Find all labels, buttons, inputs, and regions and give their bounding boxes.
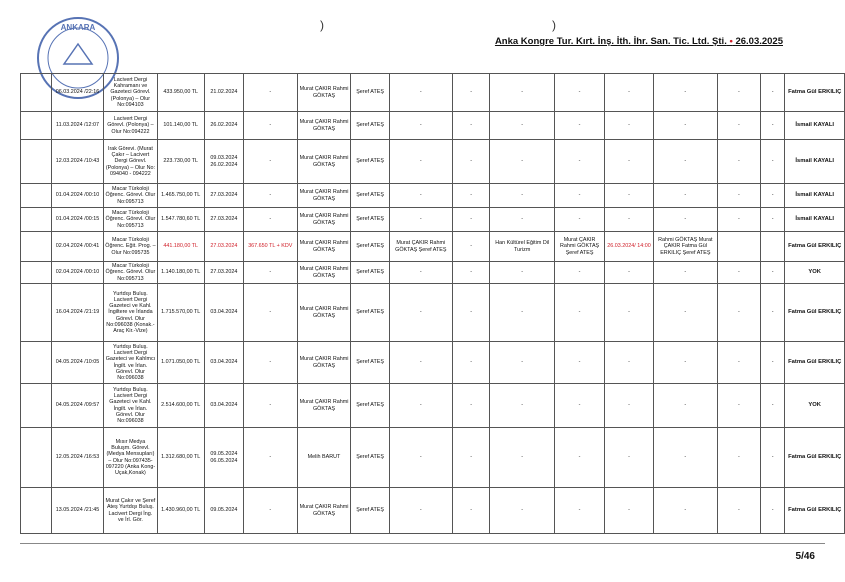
cell-approval: 03.04.2024: [204, 384, 243, 428]
cell-c8: -: [389, 112, 452, 140]
cell-amount: 433.950,00 TL: [157, 74, 204, 112]
cell-kdv: -: [243, 74, 297, 112]
cell-approval: 09.05.2024: [204, 488, 243, 534]
cell-c13: Rahmi GÖKTAŞ Murat ÇAKIR Fatma Gül ERKILIÇ Şeref ATEŞ: [653, 232, 717, 262]
cell-c15: -: [760, 208, 785, 232]
cell-c11: -: [555, 428, 605, 488]
company-name: Anka Kongre Tur. Kırt. İnş. İth. İhr. San. Tic. Ltd. Şti.: [494, 36, 727, 47]
cell-c8: -: [389, 384, 452, 428]
cell-amount: 2.514.600,00 TL: [157, 384, 204, 428]
cell-responsible-final: İsmail KAYALI: [785, 140, 845, 184]
cell-c14: -: [717, 262, 760, 284]
cell-staff: Murat ÇAKIR Rahmi GÖKTAŞ: [297, 140, 351, 184]
cell-resp: Şeref ATEŞ: [351, 284, 389, 342]
cell-c14: [717, 232, 760, 262]
cell-c9: -: [452, 284, 490, 342]
cell-kdv: -: [243, 428, 297, 488]
cell-c13: -: [653, 74, 717, 112]
cell-c8: -: [389, 488, 452, 534]
cell-amount: 1.140.180,00 TL: [157, 262, 204, 284]
cell-c10: -: [490, 184, 555, 208]
cell-resp: Şeref ATEŞ: [351, 262, 389, 284]
cell-approval: 26.02.2024: [204, 112, 243, 140]
cell-c11: -: [555, 384, 605, 428]
cell-amount: 1.312.680,00 TL: [157, 428, 204, 488]
cell-c10: -: [490, 342, 555, 384]
cell-c13: -: [653, 262, 717, 284]
cell-desc: Lacivert Dergi Görevl. (Polonya) – Olur No:094222: [104, 112, 158, 140]
cell-responsible-final: Fatma Gül ERKILIÇ: [785, 342, 845, 384]
cell-c15: -: [760, 262, 785, 284]
cell-c9: -: [452, 384, 490, 428]
cell-date: 12.03.2024 /10:43: [51, 140, 103, 184]
cell-c12: -: [605, 140, 654, 184]
cell-c12: -: [605, 74, 654, 112]
cell-c11: -: [555, 208, 605, 232]
cell-c15: -: [760, 488, 785, 534]
table-row: [21, 208, 845, 232]
cell-c10: Han Kültürel Eğitim Dil Turizm: [490, 232, 555, 262]
header-date: 26.03.2025: [735, 36, 783, 47]
row-index-cell: [21, 488, 52, 534]
cell-resp: Şeref ATEŞ: [351, 232, 389, 262]
cell-c14: -: [717, 112, 760, 140]
cell-c10: -: [490, 384, 555, 428]
cell-c13: -: [653, 284, 717, 342]
cell-c9: -: [452, 140, 490, 184]
cell-c14: -: [717, 208, 760, 232]
cell-c9: -: [452, 232, 490, 262]
cell-c14: -: [717, 74, 760, 112]
table-row: [21, 112, 845, 140]
cell-resp: Şeref ATEŞ: [351, 488, 389, 534]
cell-resp: Şeref ATEŞ: [351, 428, 389, 488]
cell-date: 02.04.2024 /00:10: [51, 262, 103, 284]
cell-desc: Lacivert Dergi Kahramanı ve Gazeteci Görevl. (Polonya) – Olur No:094103: [104, 74, 158, 112]
cell-c10: -: [490, 284, 555, 342]
cell-c11: -: [555, 140, 605, 184]
cell-date: 16.04.2024 /21:19: [51, 284, 103, 342]
cell-c13: -: [653, 384, 717, 428]
cell-date: 06.03.2024 /22:16: [51, 74, 103, 112]
table-row: [21, 384, 845, 428]
cell-c9: -: [452, 428, 490, 488]
cell-c15: -: [760, 428, 785, 488]
cell-resp: Şeref ATEŞ: [351, 112, 389, 140]
cell-staff: Murat ÇAKIR Rahmi GÖKTAŞ: [297, 284, 351, 342]
cell-approval: 03.04.2024: [204, 342, 243, 384]
table-row: [21, 232, 845, 262]
cell-approval: 27.03.2024: [204, 208, 243, 232]
cell-c15: [760, 232, 785, 262]
cell-c9: -: [452, 488, 490, 534]
cell-approval: 27.03.2024: [204, 184, 243, 208]
cell-staff: Murat ÇAKIR Rahmi GÖKTAŞ: [297, 112, 351, 140]
cell-desc: Macar Türkoloji Öğrenc. Görevl. Olur No:095713: [104, 184, 158, 208]
cell-c10: -: [490, 74, 555, 112]
cell-date: 04.05.2024 /09:57: [51, 384, 103, 428]
cell-c11: -: [555, 284, 605, 342]
cell-kdv: -: [243, 262, 297, 284]
cell-responsible-final: İsmail KAYALI: [785, 184, 845, 208]
cell-c8: -: [389, 140, 452, 184]
cell-c13: -: [653, 428, 717, 488]
cell-c12: -: [605, 262, 654, 284]
cell-desc: Macar Türkoloji Öğrenc. Görevl. Olur No:095713: [104, 208, 158, 232]
cell-c12: -: [605, 384, 654, 428]
cell-kdv: -: [243, 112, 297, 140]
cell-amount: 1.547.780,60 TL: [157, 208, 204, 232]
cell-resp: Şeref ATEŞ: [351, 384, 389, 428]
cell-staff: Murat ÇAKIR Rahmi GÖKTAŞ: [297, 384, 351, 428]
cell-resp: Şeref ATEŞ: [351, 208, 389, 232]
cell-resp: Şeref ATEŞ: [351, 342, 389, 384]
cell-date: 12.05.2024 /16:53: [51, 428, 103, 488]
cell-c9: -: [452, 74, 490, 112]
cell-staff: Murat ÇAKIR Rahmi GÖKTAŞ: [297, 262, 351, 284]
cell-approval: 27.03.2024: [204, 232, 243, 262]
cell-approval: 09.05.2024 06.05.2024: [204, 428, 243, 488]
cell-responsible-final: İsmail KAYALI: [785, 112, 845, 140]
cell-c12: -: [605, 112, 654, 140]
cell-responsible-final: Fatma Gül ERKILIÇ: [785, 74, 845, 112]
cell-c10: -: [490, 428, 555, 488]
cell-responsible-final: YOK: [785, 384, 845, 428]
row-index-cell: [21, 232, 52, 262]
row-index-cell: [21, 74, 52, 112]
cell-c9: -: [452, 208, 490, 232]
cell-kdv: -: [243, 184, 297, 208]
cell-kdv: -: [243, 208, 297, 232]
row-index-cell: [21, 342, 52, 384]
cell-amount: 441.180,00 TL: [157, 232, 204, 262]
cell-c10: -: [490, 208, 555, 232]
cell-desc: Irak Görevi. (Murat Çakır – Lacivert Dergi Görevl. (Polonya) – Olur No: 094040 - 094222: [104, 140, 158, 184]
cell-staff: Murat ÇAKIR Rahmi GÖKTAŞ: [297, 232, 351, 262]
cell-staff: Murat ÇAKIR Rahmi GÖKTAŞ: [297, 342, 351, 384]
cell-kdv: -: [243, 384, 297, 428]
document-header: [495, 36, 783, 47]
cell-c11: -: [555, 74, 605, 112]
cell-c8: -: [389, 428, 452, 488]
cell-c15: -: [760, 284, 785, 342]
cell-responsible-final: Fatma Gül ERKILIÇ: [785, 232, 845, 262]
cell-c14: -: [717, 428, 760, 488]
cell-date: 01.04.2024 /00:15: [51, 208, 103, 232]
table-row: [21, 342, 845, 384]
table-row: [21, 428, 845, 488]
records-table: [20, 73, 845, 534]
cell-staff: Murat ÇAKIR Rahmi GÖKTAŞ: [297, 74, 351, 112]
header-paren-right: ): [552, 18, 556, 32]
cell-staff: Melih BARUT: [297, 428, 351, 488]
cell-c14: -: [717, 184, 760, 208]
cell-kdv: -: [243, 488, 297, 534]
cell-amount: 1.465.750,00 TL: [157, 184, 204, 208]
cell-amount: 101.140,00 TL: [157, 112, 204, 140]
cell-c9: -: [452, 262, 490, 284]
cell-kdv: -: [243, 140, 297, 184]
footer-divider: [20, 543, 825, 544]
cell-c13: -: [653, 140, 717, 184]
cell-c10: -: [490, 262, 555, 284]
cell-c9: -: [452, 112, 490, 140]
cell-approval: 03.04.2024: [204, 284, 243, 342]
page-number: 5/46: [795, 551, 815, 562]
cell-c14: -: [717, 342, 760, 384]
cell-c15: -: [760, 184, 785, 208]
cell-responsible-final: Fatma Gül ERKILIÇ: [785, 428, 845, 488]
cell-c14: -: [717, 384, 760, 428]
cell-c8: -: [389, 284, 452, 342]
cell-c11: -: [555, 262, 605, 284]
cell-c8: -: [389, 74, 452, 112]
cell-amount: 223.730,00 TL: [157, 140, 204, 184]
cell-amount: 1.071.050,00 TL: [157, 342, 204, 384]
cell-c11: -: [555, 184, 605, 208]
cell-responsible-final: YOK: [785, 262, 845, 284]
cell-c14: -: [717, 284, 760, 342]
cell-c13: -: [653, 488, 717, 534]
cell-date: 11.03.2024 /12:07: [51, 112, 103, 140]
table-row: [21, 262, 845, 284]
records-table-body: [21, 74, 845, 534]
cell-resp: Şeref ATEŞ: [351, 184, 389, 208]
cell-c8: -: [389, 342, 452, 384]
cell-desc: Mısır Medya Buluşm. Görevl. (Medya Mensupları) – Olur No:097435-097220 (Anka Kong-Uçak,Konak): [104, 428, 158, 488]
cell-c12: -: [605, 488, 654, 534]
cell-c13: -: [653, 342, 717, 384]
cell-c9: -: [452, 184, 490, 208]
cell-desc: Murat Çakır ve Şeref Ateş Yurtdışı Buluş. Lacivert Dergi İng. ve İrl. Gör.: [104, 488, 158, 534]
cell-c8: -: [389, 262, 452, 284]
row-index-cell: [21, 184, 52, 208]
cell-c8: Murat ÇAKIR Rahmi GÖKTAŞ Şeref ATEŞ: [389, 232, 452, 262]
row-index-cell: [21, 428, 52, 488]
cell-desc: Macar Türkoloji Öğrenc. Eğit. Prog. – Olur No:095735: [104, 232, 158, 262]
cell-amount: 1.430.960,00 TL: [157, 488, 204, 534]
cell-date: 04.05.2024 /10:05: [51, 342, 103, 384]
cell-desc: Yurtdışı Buluş. Lacivert Dergi Gazeteci ve Kahl. İngiltere ve İrlanda Görevl. Olur No:096038 (Konak.-Araç Kir.-Vize): [104, 284, 158, 342]
cell-desc: Yurtdışı Buluş. Lacivert Dergi Gazeteci ve Kahl. İngilt. ve İrlan. Görevl. Olur No:096038: [104, 384, 158, 428]
cell-c13: -: [653, 208, 717, 232]
cell-c12: -: [605, 208, 654, 232]
cell-c15: -: [760, 74, 785, 112]
cell-responsible-final: Fatma Gül ERKILIÇ: [785, 284, 845, 342]
cell-staff: Murat ÇAKIR Rahmi GÖKTAŞ: [297, 208, 351, 232]
stamp-text: ANKARA: [60, 23, 96, 32]
cell-kdv: -: [243, 284, 297, 342]
cell-c15: -: [760, 140, 785, 184]
cell-c8: -: [389, 208, 452, 232]
cell-c11: -: [555, 488, 605, 534]
row-index-cell: [21, 262, 52, 284]
cell-c11: -: [555, 112, 605, 140]
cell-c10: -: [490, 140, 555, 184]
row-index-cell: [21, 140, 52, 184]
cell-approval: 27.03.2024: [204, 262, 243, 284]
cell-approval: 21.02.2024: [204, 74, 243, 112]
cell-c11: -: [555, 342, 605, 384]
table-row: [21, 140, 845, 184]
cell-c9: -: [452, 342, 490, 384]
row-index-cell: [21, 384, 52, 428]
header-paren-left: ): [320, 18, 324, 32]
cell-resp: Şeref ATEŞ: [351, 140, 389, 184]
cell-approval: 09.03.2024 26.02.2024: [204, 140, 243, 184]
cell-c12: -: [605, 428, 654, 488]
cell-responsible-final: Fatma Gül ERKILIÇ: [785, 488, 845, 534]
table-row: [21, 74, 845, 112]
cell-c15: -: [760, 112, 785, 140]
header-bullet: •: [729, 36, 733, 47]
cell-kdv: 367.650 TL + KDV: [243, 232, 297, 262]
cell-c8: -: [389, 184, 452, 208]
cell-resp: Şeref ATEŞ: [351, 74, 389, 112]
table-row: [21, 488, 845, 534]
cell-kdv: -: [243, 342, 297, 384]
cell-c12: -: [605, 284, 654, 342]
cell-c13: -: [653, 112, 717, 140]
cell-c14: -: [717, 488, 760, 534]
cell-c15: -: [760, 342, 785, 384]
cell-staff: Murat ÇAKIR Rahmi GÖKTAŞ: [297, 488, 351, 534]
table-row: [21, 184, 845, 208]
table-row: [21, 284, 845, 342]
cell-desc: Yurtdışı Buluş. Lacivert Dergi Gazeteci ve Kahlmcı İngilt. ve İrlan. Görevl. Olur No:096038: [104, 342, 158, 384]
row-index-cell: [21, 208, 52, 232]
cell-date: 02.04.2024 /00:41: [51, 232, 103, 262]
cell-staff: Murat ÇAKIR Rahmi GÖKTAŞ: [297, 184, 351, 208]
cell-responsible-final: İsmail KAYALI: [785, 208, 845, 232]
row-index-cell: [21, 284, 52, 342]
cell-c11: Murat ÇAKIR Rahmi GÖKTAŞ Şeref ATEŞ: [555, 232, 605, 262]
cell-date: 01.04.2024 /00:10: [51, 184, 103, 208]
cell-c10: -: [490, 488, 555, 534]
cell-date: 13.05.2024 /21:45: [51, 488, 103, 534]
cell-c15: -: [760, 384, 785, 428]
cell-desc: Macar Türkoloji Öğrenc. Görevl. Olur No:095713: [105, 263, 156, 282]
row-index-cell: [21, 112, 52, 140]
cell-c12: -: [605, 342, 654, 384]
cell-amount: 1.715.570,00 TL: [157, 284, 204, 342]
cell-c10: -: [490, 112, 555, 140]
cell-c14: -: [717, 140, 760, 184]
cell-c12: -: [605, 184, 654, 208]
cell-c12: 26.03.2024/ 14:00: [605, 232, 654, 262]
cell-c13: -: [653, 184, 717, 208]
